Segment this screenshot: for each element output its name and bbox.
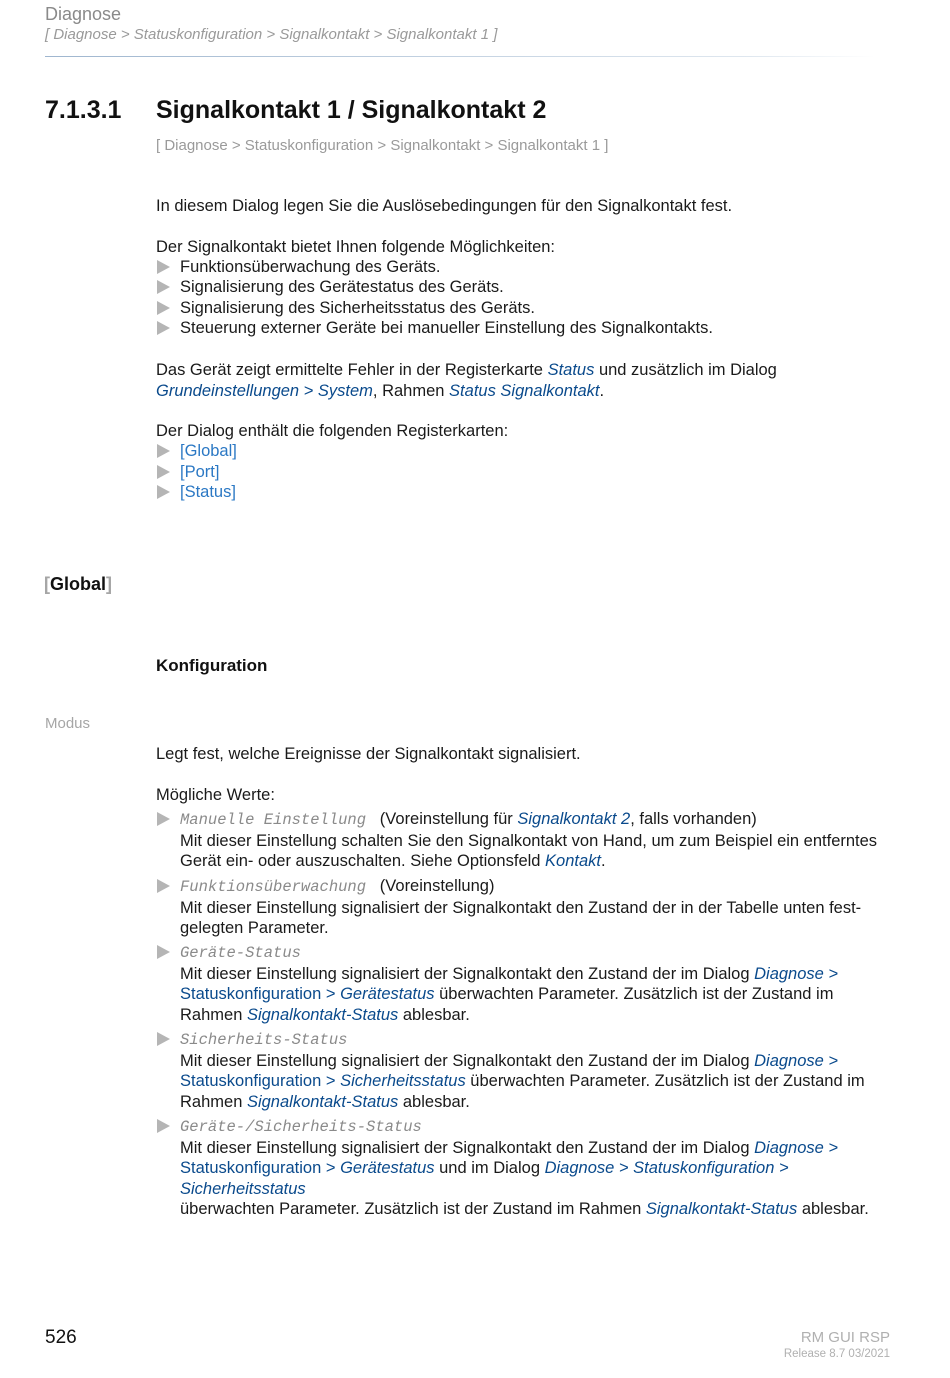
- value-sicherheits-status: Sicherheits-Status Mit dieser Einstellung signalisiert der Signalkontakt den Zustand der im Dialog Diagnose > Statuskonfiguration > Sicherheitsstatus überwachten Parameter. Zusätzlich ist der Zustand im Rahmen Signalkontakt-Status ablesbar.: [180, 1031, 865, 1111]
- bullet-icon: [157, 321, 170, 335]
- bullet-icon: [157, 444, 170, 458]
- signalkontakt-status-link[interactable]: Signalkontakt-Status: [645, 1200, 798, 1218]
- value-funktionsueberwachung: Funktionsüberwachung (Voreinstellung) Mit dieser Einstellung signalisiert der Signalkontakt den Zustand der in der Tabelle unten fest- gelegten Parameter.: [180, 877, 862, 937]
- diagnose-link[interactable]: Diagnose >: [754, 1138, 839, 1157]
- values-intro: Mögliche Werte:: [156, 786, 275, 804]
- signalkontakt-2-link[interactable]: Signalkontakt 2: [517, 810, 631, 828]
- diagnose-link[interactable]: Diagnose >: [754, 1051, 839, 1070]
- modus-description: Legt fest, welche Ereignisse der Signalkontakt signalisiert.: [156, 745, 581, 763]
- status-signalkontakt-link[interactable]: Status Signalkontakt: [449, 381, 600, 400]
- bullet-icon: [157, 301, 170, 315]
- statuskonfiguration-link[interactable]: Statuskonfiguration >: [180, 1072, 341, 1090]
- signalkontakt-status-link[interactable]: Signalkontakt-Status: [246, 1005, 399, 1024]
- bullet-icon: [157, 465, 170, 479]
- list-item: Signalisierung des Gerätestatus des Geräts.: [180, 278, 504, 296]
- section-title: Signalkontakt 1 / Signalkontakt 2: [156, 96, 547, 124]
- page-number: 526: [45, 1327, 77, 1348]
- bullet-icon: [157, 879, 170, 893]
- sicherheitsstatus-link[interactable]: Sicherheitsstatus: [340, 1072, 466, 1090]
- diagnose-link[interactable]: Diagnose >: [754, 964, 839, 983]
- running-header-title: Diagnose: [45, 4, 122, 24]
- bullet-icon: [157, 1119, 170, 1133]
- value-geraete-status: Geräte-Status Mit dieser Einstellung signalisiert der Signalkontakt den Zustand der im Dialog Diagnose > Statuskonfiguration > Gerätestatus überwachten Parameter. Zusätzlich ist der Zustand im Rahmen Signalkontakt-Status ablesbar.: [180, 944, 839, 1024]
- bullet-icon: [157, 812, 170, 826]
- modus-label: Modus: [45, 715, 91, 732]
- konfiguration-heading: Konfiguration: [156, 656, 268, 675]
- bullet-icon: [157, 280, 170, 294]
- section-breadcrumb: [ Diagnose > Statuskonfiguration > Signalkontakt > Signalkontakt 1 ]: [156, 137, 609, 154]
- tab-link-status[interactable]: [Status]: [180, 483, 236, 501]
- errors-paragraph: Das Gerät zeigt ermittelte Fehler in der Registerkarte Status und zusätzlich im Dialog Grundeinstellungen > System, Rahmen Status Signalkontakt.: [156, 361, 777, 400]
- bullet-icon: [157, 1032, 170, 1046]
- options-intro: Der Signalkontakt bietet Ihnen folgende Möglichkeiten:: [156, 238, 556, 256]
- list-item: Signalisierung des Sicherheitsstatus des Geräts.: [180, 299, 535, 317]
- system-link[interactable]: Grundeinstellungen > System: [156, 381, 373, 400]
- bullet-icon: [157, 945, 170, 959]
- geraetestatus-link[interactable]: Gerätestatus: [340, 985, 435, 1003]
- list-item: Steuerung externer Geräte bei manueller Einstellung des Signalkontakts.: [180, 319, 713, 337]
- intro-paragraph: In diesem Dialog legen Sie die Auslösebedingungen für den Signalkontakt fest.: [156, 197, 733, 215]
- status-link[interactable]: Status: [547, 361, 595, 379]
- list-item: Funktionsüberwachung des Geräts.: [180, 258, 441, 276]
- footer-release: Release 8.7 03/2021: [783, 1348, 890, 1360]
- header-divider: [45, 56, 875, 57]
- sicherheitsstatus-path-link[interactable]: Diagnose > Statuskonfiguration > Sicherheitsstatus: [180, 1159, 789, 1198]
- tabs-intro: Der Dialog enthält die folgenden Registerkarten:: [156, 422, 509, 440]
- global-heading: [Global]: [44, 574, 113, 594]
- bullet-icon: [157, 260, 170, 274]
- footer-product: RM GUI RSP: [800, 1329, 890, 1346]
- statuskonfiguration-link[interactable]: Statuskonfiguration >: [180, 1159, 341, 1177]
- value-geraete-sicherheits-status: Geräte-/Sicherheits-Status Mit dieser Einstellung signalisiert der Signalkontakt den Zustand der im Dialog Diagnose > Statuskonfiguration > Gerätestatus und im Dialog Diagnose > Statuskonfiguration > Sicherheitsstatus überwachten Parameter. Zusätzlich ist der Zustand im Rahmen Signalkontakt-Status ablesbar.: [180, 1118, 869, 1218]
- kontakt-link[interactable]: Kontakt: [545, 852, 602, 870]
- running-header-breadcrumb: [ Diagnose > Statuskonfiguration > Signalkontakt > Signalkontakt 1 ]: [45, 26, 498, 43]
- signalkontakt-status-link[interactable]: Signalkontakt-Status: [246, 1092, 399, 1111]
- bullet-icon: [157, 485, 170, 499]
- value-manuelle-einstellung: Manuelle Einstellung (Voreinstellung für Signalkontakt 2, falls vorhanden) Mit dieser Einstellung schalten Sie den Signalkontakt von Hand, um zum Beispiel ein entferntes Gerät ein- oder auszuschalten. Siehe Optionsfeld Kontakt.: [180, 810, 878, 870]
- section-number: 7.1.3.1: [45, 96, 122, 124]
- tab-link-port[interactable]: [Port]: [180, 463, 220, 481]
- statuskonfiguration-link[interactable]: Statuskonfiguration >: [180, 985, 341, 1003]
- tab-link-global[interactable]: [Global]: [180, 442, 237, 460]
- geraetestatus-link[interactable]: Gerätestatus: [340, 1159, 435, 1177]
